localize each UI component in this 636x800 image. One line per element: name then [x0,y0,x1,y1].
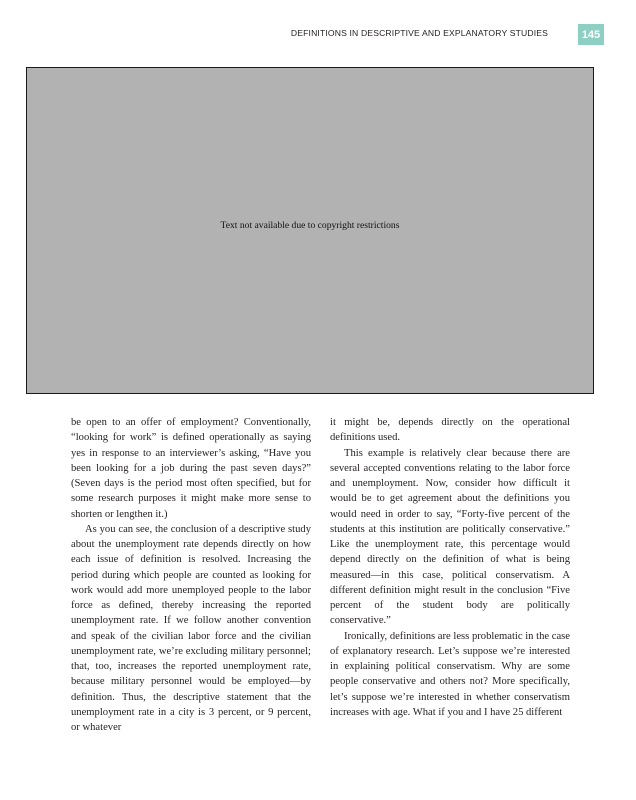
running-header-title: DEFINITIONS IN DESCRIPTIVE AND EXPLANATORY STUDIES [290,28,548,38]
right-text-column [330,415,570,720]
paragraph: As you can see, the conclusion of a descriptive study about the unemployment rate depends directly on how each issue of definition is resolved. Increasing the period during which people are counted as looking for work would add more unemployed people to the labor force as defined, thereby increasing the reported unemployment rate. If we follow another convention and speak of the civilian labor force and the civilian unemployment rate, we’re excluding military personnel; that, too, increases the reported unemployment rate, because military personnel would be employed—by definition. Thus, the descriptive statement that the unemployment rate in a city is 3 percent, or 9 percent, or whatever [71,523,311,733]
left-text-column [71,415,311,735]
copyright-notice: Text not available due to copyright restrictions [220,220,400,231]
paragraph: Ironically, definitions are less problematic in the case of explanatory research. Let’s suppose we’re interested in explaining political conservatism. Why are some people conservative and others not? More specifically, let’s suppose we’re interested in whether conservatism increases with age. What if you and I have 25 different [330,630,570,718]
redacted-content-box [26,67,594,394]
page-number-badge: 145 [578,24,604,45]
paragraph: This example is relatively clear because there are several accepted conventions relating to the labor force and unemployment. Now, consider how difficult it would be to get agreement about the definitions you would need in order to say, “Forty-five percent of the students at this institution are politically conservative.” Like the unemployment rate, this percentage would depend directly on the definition of what is being measured—in this case, political conservatism. A different definition might result in the conclusion “Five percent of the student body are politically conservative.” [330,447,570,627]
paragraph: it might be, depends directly on the operational definitions used. [330,417,570,444]
paragraph: be open to an offer of employment? Conventionally, “looking for work” is defined operationally as saying yes in response to an interviewer’s asking, “Have you been looking for a job during the past seven days?” (Seven days is the period most often specified, but for some research purposes it might make more sense to shorten or lengthen it.) [71,417,311,520]
